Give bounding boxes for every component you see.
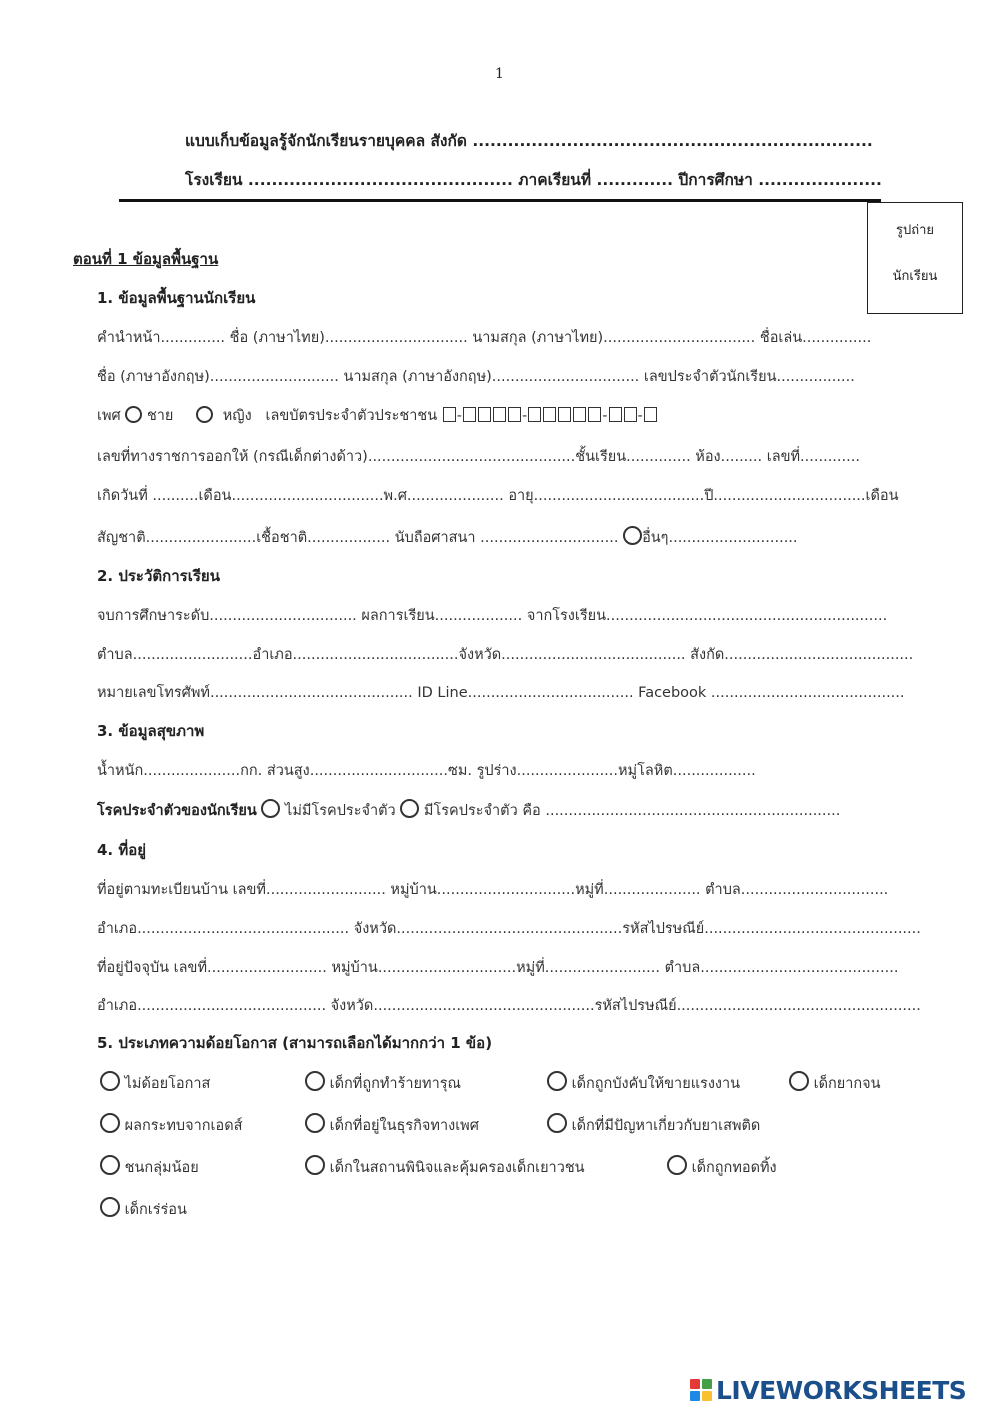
- liveworksheets-logo: [690, 1375, 966, 1405]
- no-disease-label: ไม่มีโรคประจำตัว: [285, 803, 396, 819]
- checkbox-circle[interactable]: [100, 1197, 120, 1217]
- id-card-label: เลขบัตรประจำตัวประชาชน: [265, 408, 438, 424]
- registered-address-row[interactable]: ที่อยู่ตามทะเบียนบ้าน เลขที่.......................... หมู่บ้าน..............................หมู่ที่..................... ตำบล................................: [97, 882, 889, 898]
- option-label: เด็กถูกทอดทิ้ง: [691, 1160, 777, 1176]
- option-label: เด็กที่ถูกทำร้ายทารุณ: [329, 1076, 461, 1092]
- religion-other-radio[interactable]: [623, 526, 642, 545]
- checkbox-circle[interactable]: [305, 1113, 325, 1133]
- option-label: เด็กที่อยู่ในธุรกิจทางเพศ: [329, 1118, 479, 1134]
- checkbox-circle[interactable]: [100, 1113, 120, 1133]
- contact-row[interactable]: หมายเลขโทรศัพท์............................................ ID Line.................................... Facebook ..........................................: [97, 685, 905, 701]
- registered-district-row[interactable]: อำเภอ.............................................. จังหวัด.................................................รหัสไปรษณีย์...............................................: [97, 921, 921, 937]
- option-abandoned[interactable]: [667, 1155, 777, 1179]
- option-label: เด็กยากจน: [813, 1076, 881, 1092]
- option-aids[interactable]: [100, 1113, 242, 1137]
- option-homeless[interactable]: [100, 1197, 187, 1221]
- nationality-fields[interactable]: สัญชาติ........................เชื้อชาติ.................. นับถือศาสนา ..............................: [97, 530, 619, 546]
- body-measure-row[interactable]: น้ำหนัก.....................กก. ส่วนสูง..............................ซม. รูปร่าง......................หมู่โลหิต..................: [97, 763, 756, 779]
- section5-title: 5. ประเภทความด้อยโอกาส (สามารถเลือกได้มากกว่า 1 ข้อ): [97, 1034, 493, 1052]
- male-label: ชาย: [146, 408, 174, 424]
- part1-title: ตอนที่ 1 ข้อมูลพื้นฐาน: [73, 250, 219, 268]
- name-english-row[interactable]: ชื่อ (ภาษาอังกฤษ)............................ นามสกุล (ภาษาอังกฤษ)................................ เลขประจำตัวนักเรียน.................: [97, 369, 855, 385]
- logo-grid-icon: [690, 1379, 712, 1401]
- option-drugs[interactable]: [547, 1113, 760, 1137]
- checkbox-circle[interactable]: [100, 1071, 120, 1091]
- disease-label: โรคประจำตัวของนักเรียน: [97, 803, 257, 819]
- section4-title: 4. ที่อยู่: [97, 841, 147, 859]
- current-address-row[interactable]: ที่อยู่ปัจจุบัน เลขที่.......................... หมู่บ้าน..............................หมู่ที่......................... ตำบล...........................................: [97, 960, 899, 976]
- male-radio[interactable]: [125, 406, 142, 423]
- checkbox-circle[interactable]: [547, 1113, 567, 1133]
- form-title-line: แบบเก็บข้อมูลรู้จักนักเรียนรายบุคคล สังกัด ....................................................................: [185, 132, 873, 150]
- option-sex-trade[interactable]: [305, 1113, 479, 1137]
- option-minority[interactable]: [100, 1155, 199, 1179]
- checkbox-circle[interactable]: [667, 1155, 687, 1175]
- name-thai-row[interactable]: คำนำหน้า.............. ชื่อ (ภาษาไทย)............................... นามสกุล (ภาษาไทย)................................. ชื่อเล่น...............: [97, 330, 872, 346]
- has-disease-field[interactable]: มีโรคประจำตัว คือ ................................................................: [423, 803, 841, 819]
- female-label: หญิง: [222, 408, 252, 424]
- disease-row: [97, 799, 840, 822]
- logo-text: LIVEWORKSHEETS: [716, 1375, 967, 1405]
- current-district-row[interactable]: อำเภอ......................................... จังหวัด................................................รหัสไปรษณีย์.....................................................: [97, 998, 921, 1014]
- female-radio[interactable]: [196, 406, 213, 423]
- nationality-row: [97, 526, 798, 549]
- school-location-row[interactable]: ตำบล..........................อำเภอ....................................จังหวัด........................................ สังกัด.........................................: [97, 647, 914, 663]
- photo-label-2: นักเรียน: [892, 269, 938, 284]
- option-forced-labor[interactable]: [547, 1071, 740, 1095]
- option-label: เด็กเร่ร่อน: [124, 1202, 187, 1218]
- birth-age-row[interactable]: เกิดวันที่ ..........เดือน.................................พ.ศ..................... อายุ.....................................ปี.................................เดือน: [97, 488, 899, 504]
- option-poor[interactable]: [789, 1071, 881, 1095]
- checkbox-circle[interactable]: [305, 1155, 325, 1175]
- option-label: ผลกระทบจากเอดส์: [124, 1118, 243, 1134]
- gender-label: เพศ: [97, 408, 121, 424]
- gender-id-row: [97, 404, 658, 427]
- no-disease-radio[interactable]: [261, 799, 280, 818]
- has-disease-radio[interactable]: [400, 799, 419, 818]
- class-info-row[interactable]: เลขที่ทางราชการออกให้ (กรณีเด็กต่างด้าว).............................................ชั้นเรียน.............. ห้อง......... เลขที่.............: [97, 449, 860, 465]
- option-not-disadvantaged[interactable]: [100, 1071, 210, 1095]
- checkbox-circle[interactable]: [547, 1071, 567, 1091]
- photo-label-1: รูปถ่าย: [895, 223, 935, 238]
- religion-other-field[interactable]: อื่นๆ............................: [642, 530, 798, 546]
- option-label: ชนกลุ่มน้อย: [124, 1160, 199, 1176]
- section1-title: 1. ข้อมูลพื้นฐานนักเรียน: [97, 289, 256, 307]
- page-number: 1: [495, 66, 504, 82]
- id-card-boxes[interactable]: - - - -: [442, 408, 658, 424]
- option-label: ไม่ด้อยโอกาส: [124, 1076, 211, 1092]
- student-photo-box[interactable]: [867, 202, 963, 314]
- header-divider: [119, 199, 881, 202]
- education-row[interactable]: จบการศึกษาระดับ................................ ผลการเรียน................... จากโรงเรียน.............................................................: [97, 608, 888, 624]
- option-abused[interactable]: [305, 1071, 461, 1095]
- checkbox-circle[interactable]: [100, 1155, 120, 1175]
- section3-title: 3. ข้อมูลสุขภาพ: [97, 722, 205, 740]
- option-label: เด็กที่มีปัญหาเกี่ยวกับยาเสพติด: [571, 1118, 761, 1134]
- section2-title: 2. ประวัติการเรียน: [97, 567, 220, 585]
- school-info-line: โรงเรียน ............................................. ภาคเรียนที่ ............. ปีการศึกษา .....................: [185, 171, 882, 189]
- option-label: เด็กถูกบังคับให้ขายแรงงาน: [571, 1076, 741, 1092]
- option-juvenile-detention[interactable]: [305, 1155, 585, 1179]
- option-label: เด็กในสถานพินิจและคุ้มครองเด็กเยาวชน: [329, 1160, 585, 1176]
- checkbox-circle[interactable]: [789, 1071, 809, 1091]
- checkbox-circle[interactable]: [305, 1071, 325, 1091]
